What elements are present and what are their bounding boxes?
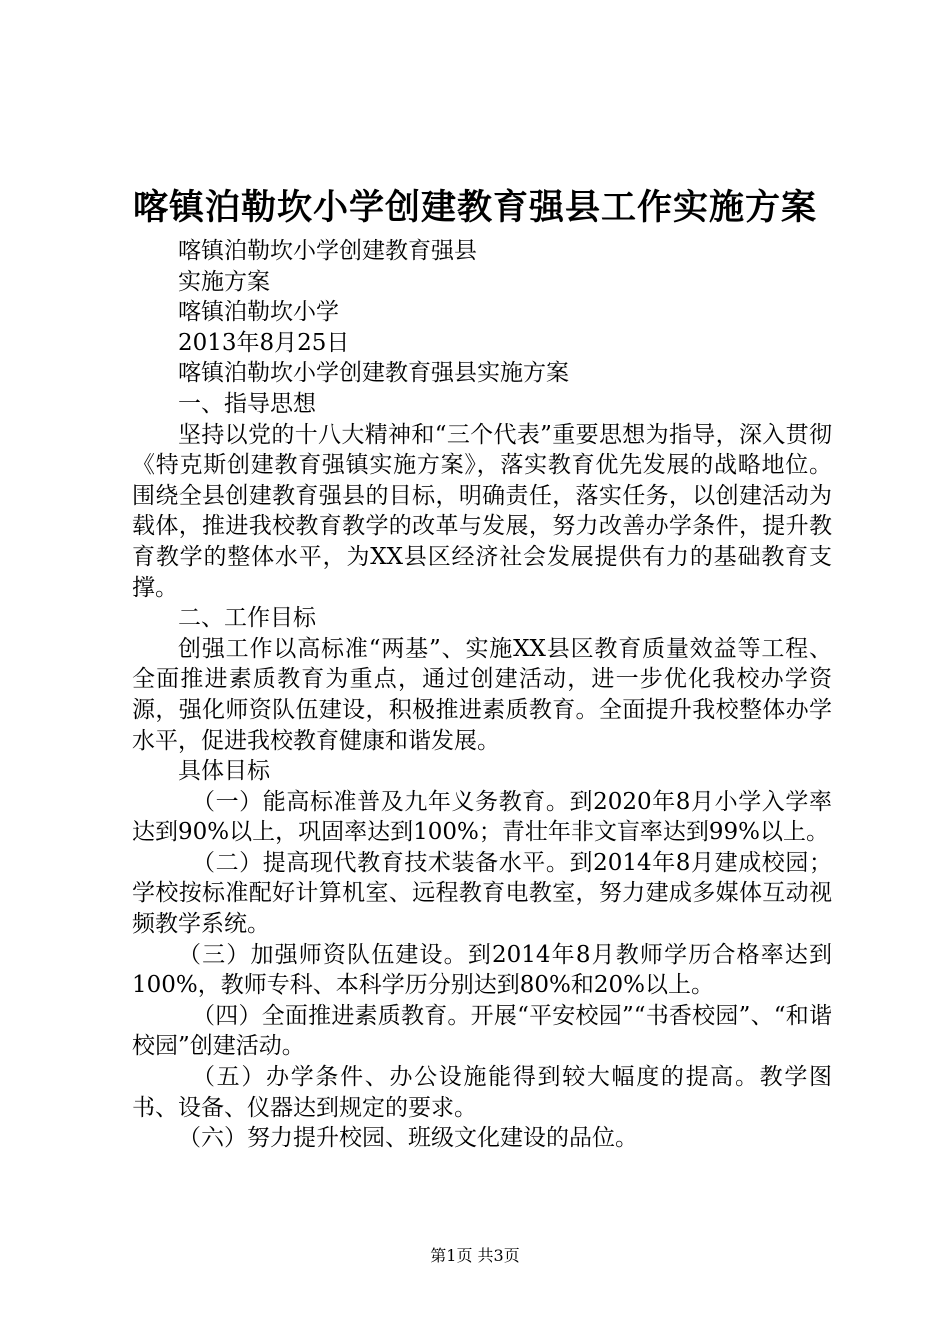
goal-item-6: （六）努力提升校园、班级文化建设的品位。	[178, 1125, 638, 1152]
page-number-footer: 第1页 共3页	[430, 1246, 520, 1265]
goal-item-1: （一）能高标准普及九年义务教育。到2020年8月小学入学率达到90%以上，巩固率达到100%；青壮年非文盲率达到99%以上。	[132, 788, 832, 846]
section-heading-2: 二、工作目标	[178, 605, 316, 632]
author-line: 喀镇泊勒坎小学	[178, 299, 339, 326]
date-line: 2013年8月25日	[178, 329, 350, 356]
subsection-heading-specific-goals: 具体目标	[178, 758, 270, 785]
goal-item-5: （五）办学条件、办公设施能得到较大幅度的提高。教学图书、设备、仪器达到规定的要求。	[132, 1064, 832, 1121]
goal-item-4: （四）全面推进素质教育。开展“平安校园”“书香校园”、“和谐校园”创建活动。	[132, 1002, 832, 1060]
subtitle-line-2: 实施方案	[178, 268, 270, 295]
section-heading-1: 一、指导思想	[178, 390, 316, 417]
goal-item-3: （三）加强师资队伍建设。到2014年8月教师学历合格率达到100%，教师专科、本科学历分别达到80%和20%以上。	[132, 941, 832, 999]
plan-heading: 喀镇泊勒坎小学创建教育强县实施方案	[178, 360, 569, 387]
goal-item-2: （二）提高现代教育技术装备水平。到2014年8月建成校园；学校按标准配好计算机室、远程教育电教室，努力建成多媒体互动视频教学系统。	[132, 849, 832, 938]
document-body	[132, 236, 832, 1154]
subtitle-line-1: 喀镇泊勒坎小学创建教育强县	[178, 238, 477, 264]
document-title: 喀镇泊勒坎小学创建教育强县工作实施方案	[132, 187, 817, 228]
paragraph-work-goal: 创强工作以高标准“两基”、实施XX县区教育质量效益等工程、全面推进素质教育为重点，通过创建活动，进一步优化我校办学资源，强化师资队伍建设，积极推进素质教育。全面提升我校整体办学水平，促进我校教育健康和谐发展。	[132, 635, 832, 754]
paragraph-guiding-thought: 坚持以党的十八大精神和“三个代表”重要思想为指导，深入贯彻《特克斯创建教育强镇实施方案》，落实教育优先发展的战略地位。围绕全县创建教育强县的目标，明确责任，落实任务，以创建活动为载体，推进我校教育教学的改革与发展，努力改善办学条件，提升教育教学的整体水平，为XX县区经济社会发展提供有力的基础教育支撑。	[132, 421, 832, 601]
